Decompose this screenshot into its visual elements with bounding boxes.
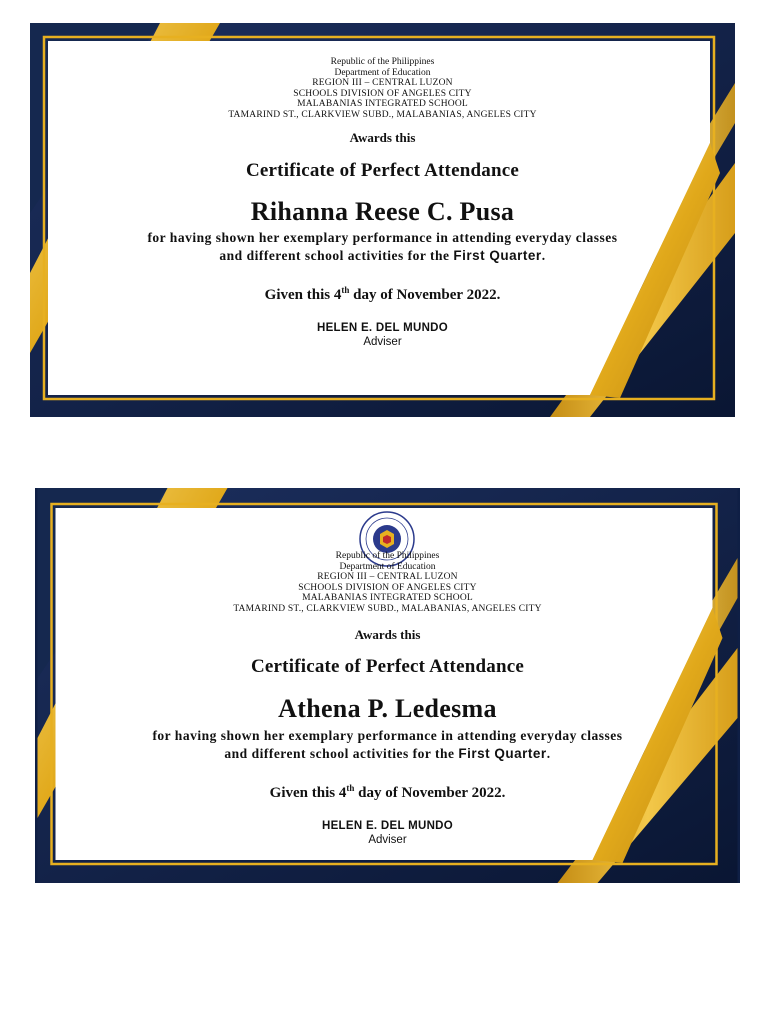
header-address: TAMARIND ST., CLARKVIEW SUBD., MALABANIAS, ANGELES CITY [233, 603, 542, 614]
signer-role: Adviser [368, 834, 407, 846]
certificate-body [30, 229, 735, 265]
given-date-text: day of November 2022. [349, 287, 501, 303]
signer-role: Adviser [363, 336, 402, 348]
header-republic: Republic of the Philippines [330, 57, 435, 67]
awards-this-label: Awards this [349, 130, 416, 145]
given-date [30, 285, 735, 304]
header-department: Department of Education [334, 67, 431, 78]
given-text: Given this 4 [269, 785, 347, 801]
awards-this-label: Awards this [354, 627, 421, 642]
header-school: MALABANIAS INTEGRATED SCHOOL [297, 99, 468, 109]
body-line-2 [35, 745, 740, 763]
body-line-1: for having shown her exemplary performance in attending everyday classes [147, 230, 618, 245]
signer-name: HELEN E. DEL MUNDO [316, 322, 449, 334]
header-region: REGION III – CENTRAL LUZON [317, 572, 458, 582]
quarter-label: First Quarter [453, 248, 542, 263]
body-line-2-text: and different school activities for the [224, 746, 459, 761]
signer-name: HELEN E. DEL MUNDO [321, 820, 454, 832]
school-header [35, 551, 740, 614]
header-school: MALABANIAS INTEGRATED SCHOOL [302, 593, 473, 603]
header-address: TAMARIND ST., CLARKVIEW SUBD., MALABANIAS, ANGELES CITY [228, 109, 537, 120]
certificate-athena [35, 488, 740, 883]
certificate-title: Certificate of Perfect Attendance [251, 656, 524, 677]
certificate-content [35, 488, 740, 883]
given-ordinal: th [341, 285, 350, 295]
given-ordinal: th [346, 783, 355, 793]
body-line-2 [30, 247, 735, 265]
header-division: SCHOOLS DIVISION OF ANGELES CITY [293, 88, 472, 99]
certificate-body [35, 727, 740, 763]
body-line-2-text: and different school activities for the [219, 248, 454, 263]
certificate-title: Certificate of Perfect Attendance [246, 160, 519, 181]
quarter-label: First Quarter [458, 746, 547, 761]
body-line-2-end: . [546, 746, 551, 761]
header-division: SCHOOLS DIVISION OF ANGELES CITY [298, 582, 477, 593]
certificate-rihanna [30, 23, 735, 417]
header-republic: Republic of the Philippines [335, 551, 440, 561]
body-line-1: for having shown her exemplary performance in attending everyday classes [152, 728, 623, 743]
certificate-content [30, 23, 735, 417]
header-region: REGION III – CENTRAL LUZON [312, 78, 453, 88]
given-date [35, 783, 740, 802]
recipient-name: Rihanna Reese C. Pusa [250, 197, 515, 226]
body-line-2-end: . [541, 248, 546, 263]
given-date-text: day of November 2022. [354, 785, 506, 801]
given-text: Given this 4 [264, 287, 342, 303]
school-header [30, 57, 735, 120]
recipient-name: Athena P. Ledesma [278, 694, 497, 723]
header-department: Department of Education [339, 561, 436, 572]
